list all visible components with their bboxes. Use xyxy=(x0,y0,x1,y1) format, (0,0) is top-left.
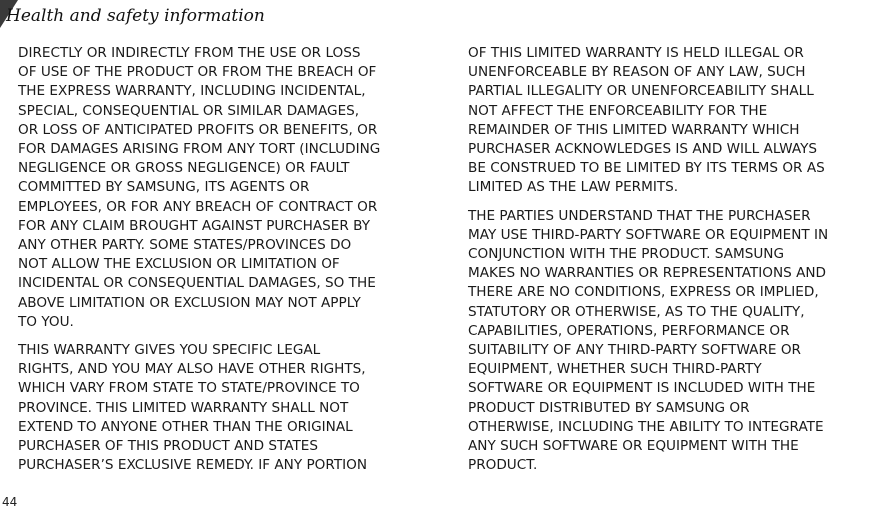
left-column xyxy=(18,44,438,484)
paragraph: THE PARTIES UNDERSTAND THAT THE PURCHASER MAY USE THIRD-PARTY SOFTWARE OR EQUIPMENT IN CONJUNCTION WITH THE PRODUCT. SAMSUNG MAKES NO WARRANTIES OR REPRESENTATIONS AND THERE ARE NO CONDITIONS, EXPRESS OR IMPLIED, STATUTORY OR OTHERWISE, AS TO THE QUALITY, CAPABILITIES, OPERATIONS, PERFORMANCE OR SUITABILITY OF ANY THIRD-PARTY SOFTWARE OR EQUIPMENT, WHETHER SUCH THIRD-PARTY SOFTWARE OR EQUIPMENT IS INCLUDED WITH THE PRODUCT DISTRIBUTED BY SAMSUNG OR OTHERWISE, INCLUDING THE ABILITY TO INTEGRATE ANY SUCH SOFTWARE OR EQUIPMENT WITH THE PRODUCT. xyxy=(468,207,829,474)
paragraph: DIRECTLY OR INDIRECTLY FROM THE USE OR LOSS OF USE OF THE PRODUCT OR FROM THE BREACH OF THE EXPRESS WARRANTY, INCLUDING INCIDENTAL, SPECIAL, CONSEQUENTIAL OR SIMILAR DAMAGES, OR LOSS OF ANTICIPATED PROFITS OR BENEFITS, OR FOR DAMAGES ARISING FROM ANY TORT (INCLUDING NEGLIGENCE OR GROSS NEGLIGENCE) OR FAULT COMMITTED BY SAMSUNG, ITS AGENTS OR EMPLOYEES, OR FOR ANY BREACH OF CONTRACT OR FOR ANY CLAIM BROUGHT AGAINST PURCHASER BY ANY OTHER PARTY. SOME STATES/PROVINCES DO NOT ALLOW THE EXCLUSION OR LIMITATION OF INCIDENTAL OR CONSEQUENTIAL DAMAGES, SO THE ABOVE LIMITATION OR EXCLUSION MAY NOT APPLY TO YOU. xyxy=(18,45,381,330)
right-column xyxy=(468,44,868,484)
page-number: 44 xyxy=(2,495,18,509)
paragraph: THIS WARRANTY GIVES YOU SPECIFIC LEGAL RIGHTS, AND YOU MAY ALSO HAVE OTHER RIGHTS, WHICH VARY FROM STATE TO STATE/PROVINCE TO PROVINCE. THIS LIMITED WARRANTY SHALL NOT EXTEND TO ANYONE OTHER THAN THE ORIGINAL PURCHASER OF THIS PRODUCT AND STATES PURCHASER’S EXCLUSIVE REMEDY. IF ANY PORTION xyxy=(18,342,368,474)
paragraph: OF THIS LIMITED WARRANTY IS HELD ILLEGAL OR UNENFORCEABLE BY REASON OF ANY LAW, SUCH PARTIAL ILLEGALITY OR UNENFORCEABILITY SHALL NOT AFFECT THE ENFORCEABILITY FOR THE REMAINDER OF THIS LIMITED WARRANTY WHICH PURCHASER ACKNOWLEDGES IS AND WILL ALWAYS BE CONSTRUED TO BE LIMITED BY ITS TERMS OR AS LIMITED AS THE LAW PERMITS. xyxy=(468,45,825,196)
section-title: Health and safety information xyxy=(6,6,265,26)
